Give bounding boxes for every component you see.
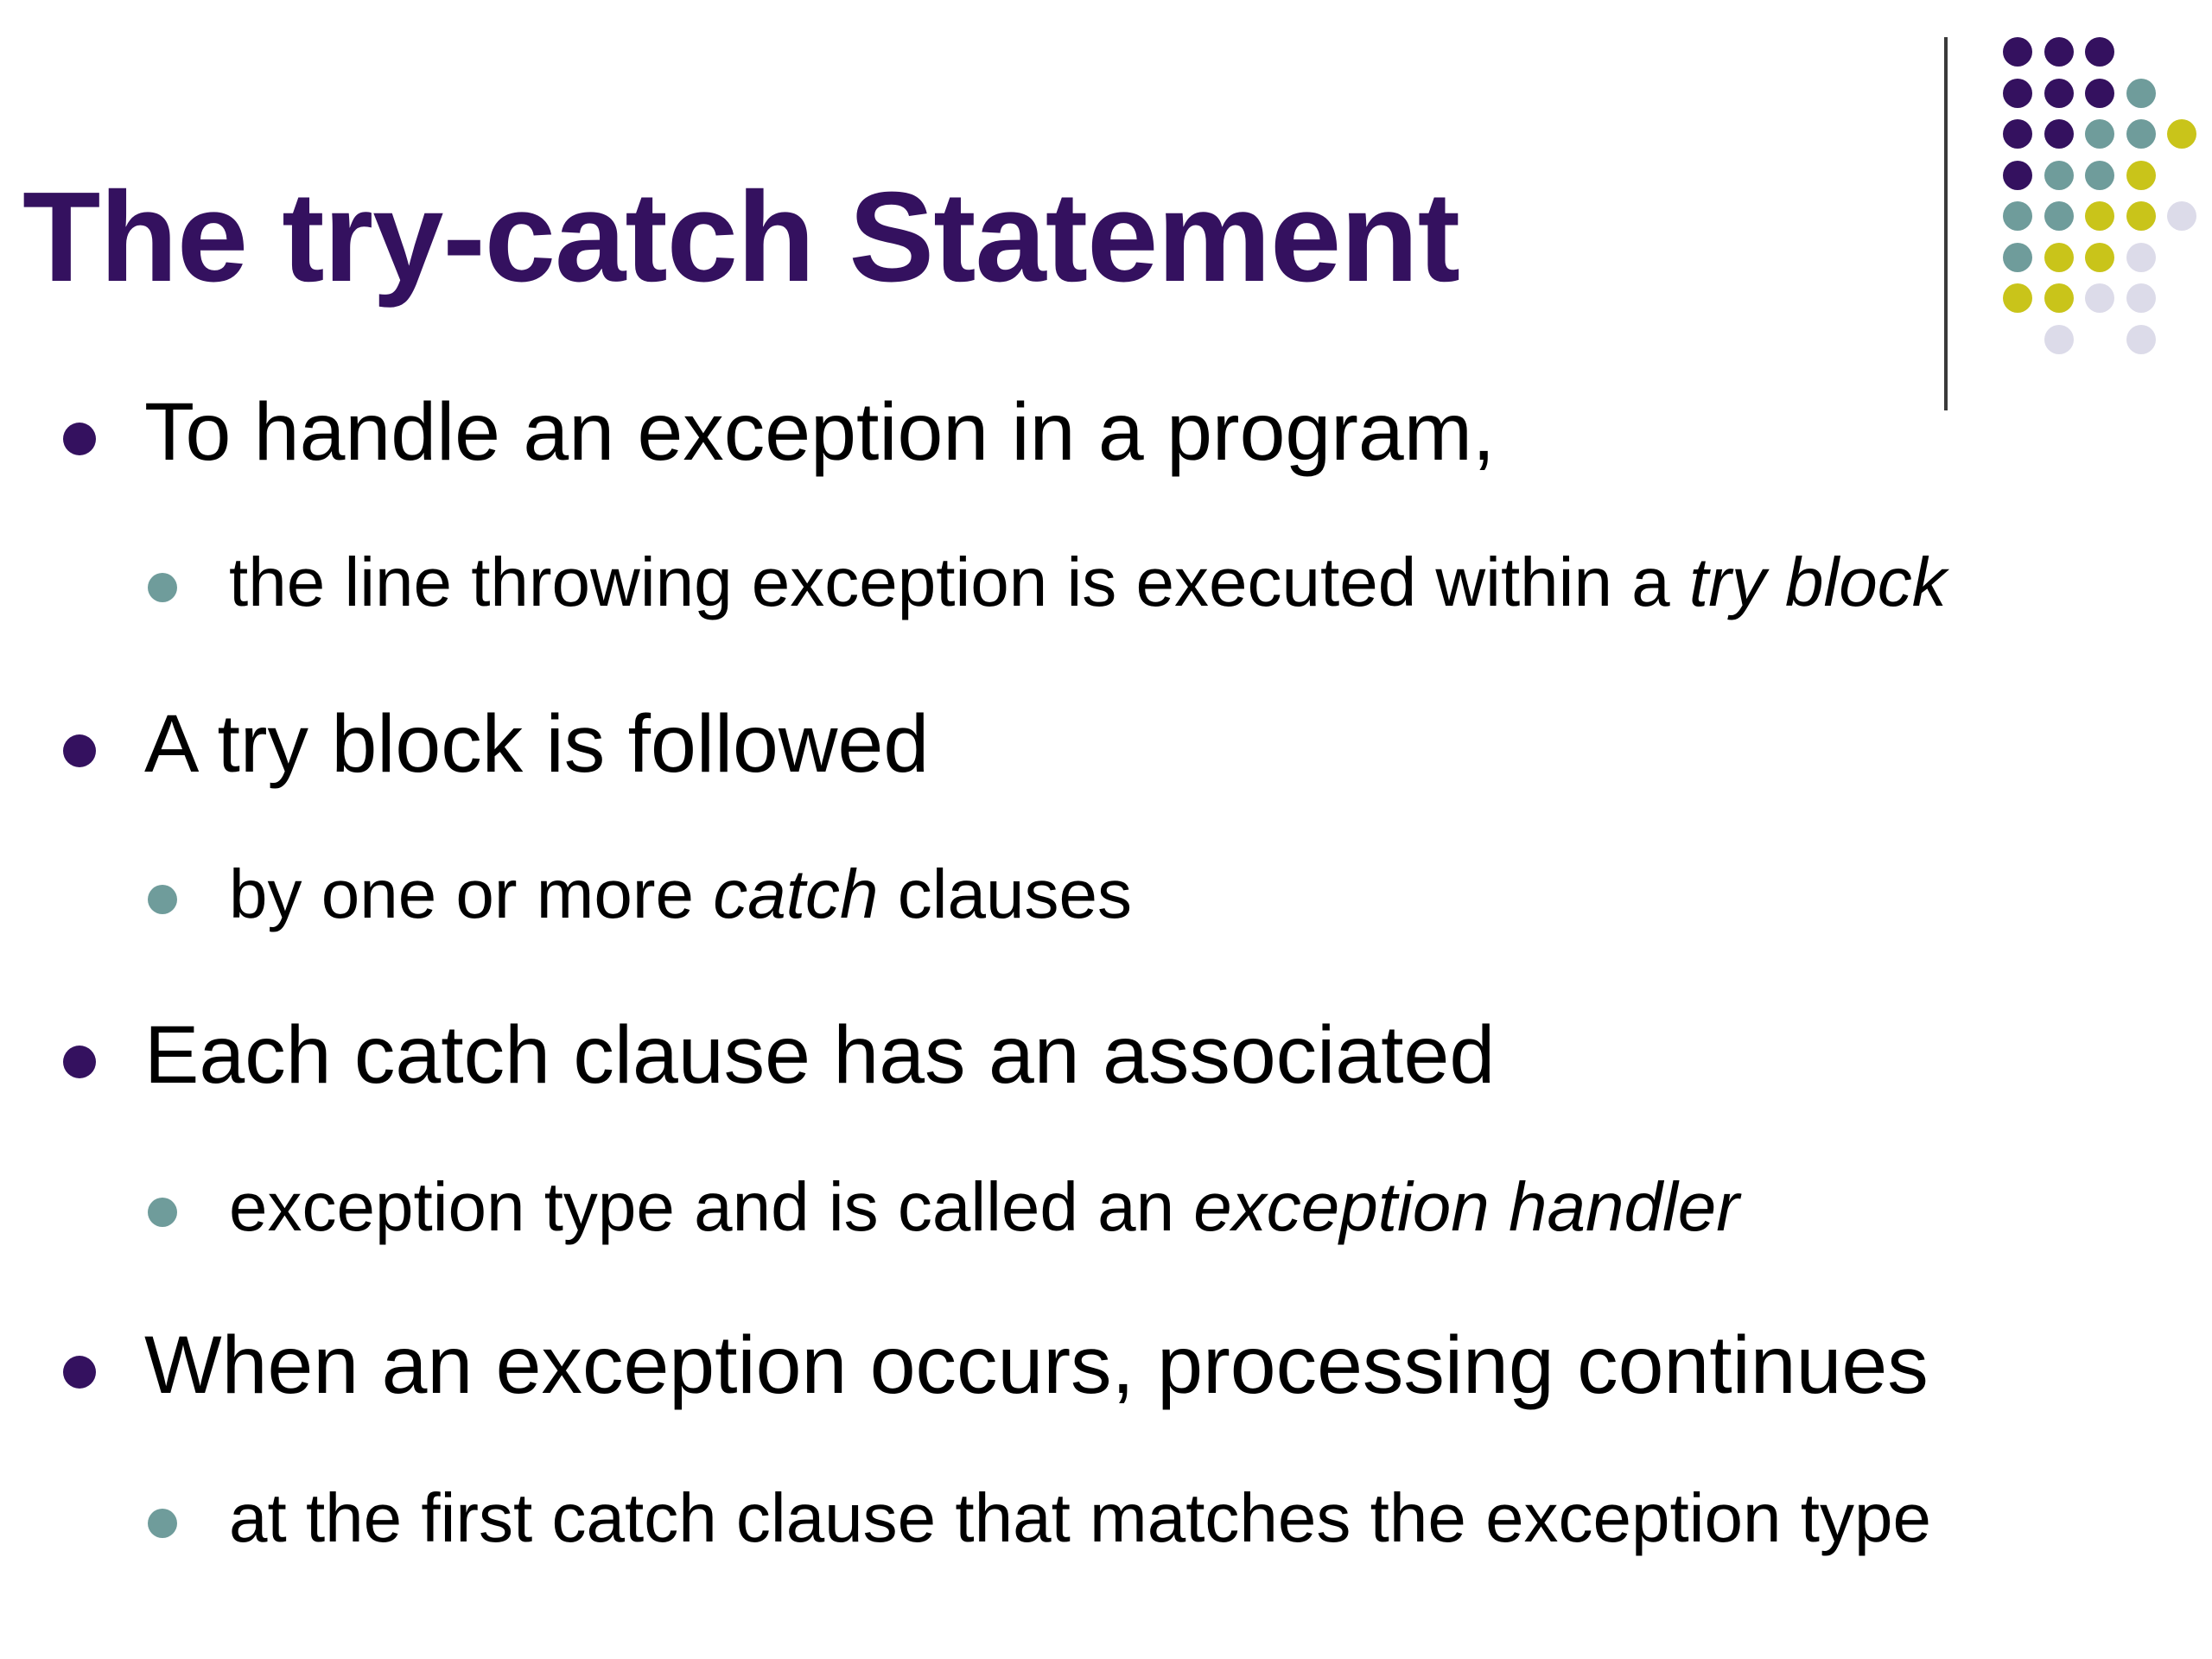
emphasized-text: exception handler <box>1193 1168 1739 1245</box>
text-segment: the line throwing exception is executed within a <box>229 543 1689 620</box>
slide-title: The try-catch Statement <box>22 166 1459 308</box>
text-segment: When an exception occurs, processing continues <box>144 1319 1929 1411</box>
emphasized-text: catch <box>713 855 879 932</box>
sub-bullet-dot-icon <box>148 1509 177 1538</box>
bullet-text <box>144 385 1495 480</box>
text-segment: To handle an exception in a program, <box>144 386 1496 478</box>
sub-bullet-text <box>229 1166 1739 1248</box>
bullet-text <box>144 1007 1495 1103</box>
emphasized-text: try block <box>1688 543 1947 620</box>
text-segment: Each catch clause has an associated <box>144 1009 1496 1101</box>
text-segment: by one or more <box>229 855 714 932</box>
sub-bullet-dot-icon <box>148 1198 177 1227</box>
bullet-dot-icon <box>63 1356 96 1389</box>
text-segment: A try block is followed <box>144 698 930 790</box>
text-segment: clauses <box>878 855 1132 932</box>
bullet-dot-icon <box>63 1046 96 1078</box>
sub-bullet-text <box>229 1478 1931 1559</box>
bullet-text <box>144 696 929 791</box>
bullet-dot-icon <box>63 423 96 455</box>
bullet-text <box>144 1318 1929 1413</box>
text-segment: at the first catch clause that matches the exception type <box>229 1479 1931 1556</box>
sub-bullet-dot-icon <box>148 573 177 602</box>
bullet-dot-icon <box>63 734 96 767</box>
sub-bullet-text <box>229 854 1132 935</box>
text-segment: exception type and is called an <box>229 1168 1194 1245</box>
sub-bullet-dot-icon <box>148 885 177 914</box>
sub-bullet-text <box>229 542 1947 623</box>
